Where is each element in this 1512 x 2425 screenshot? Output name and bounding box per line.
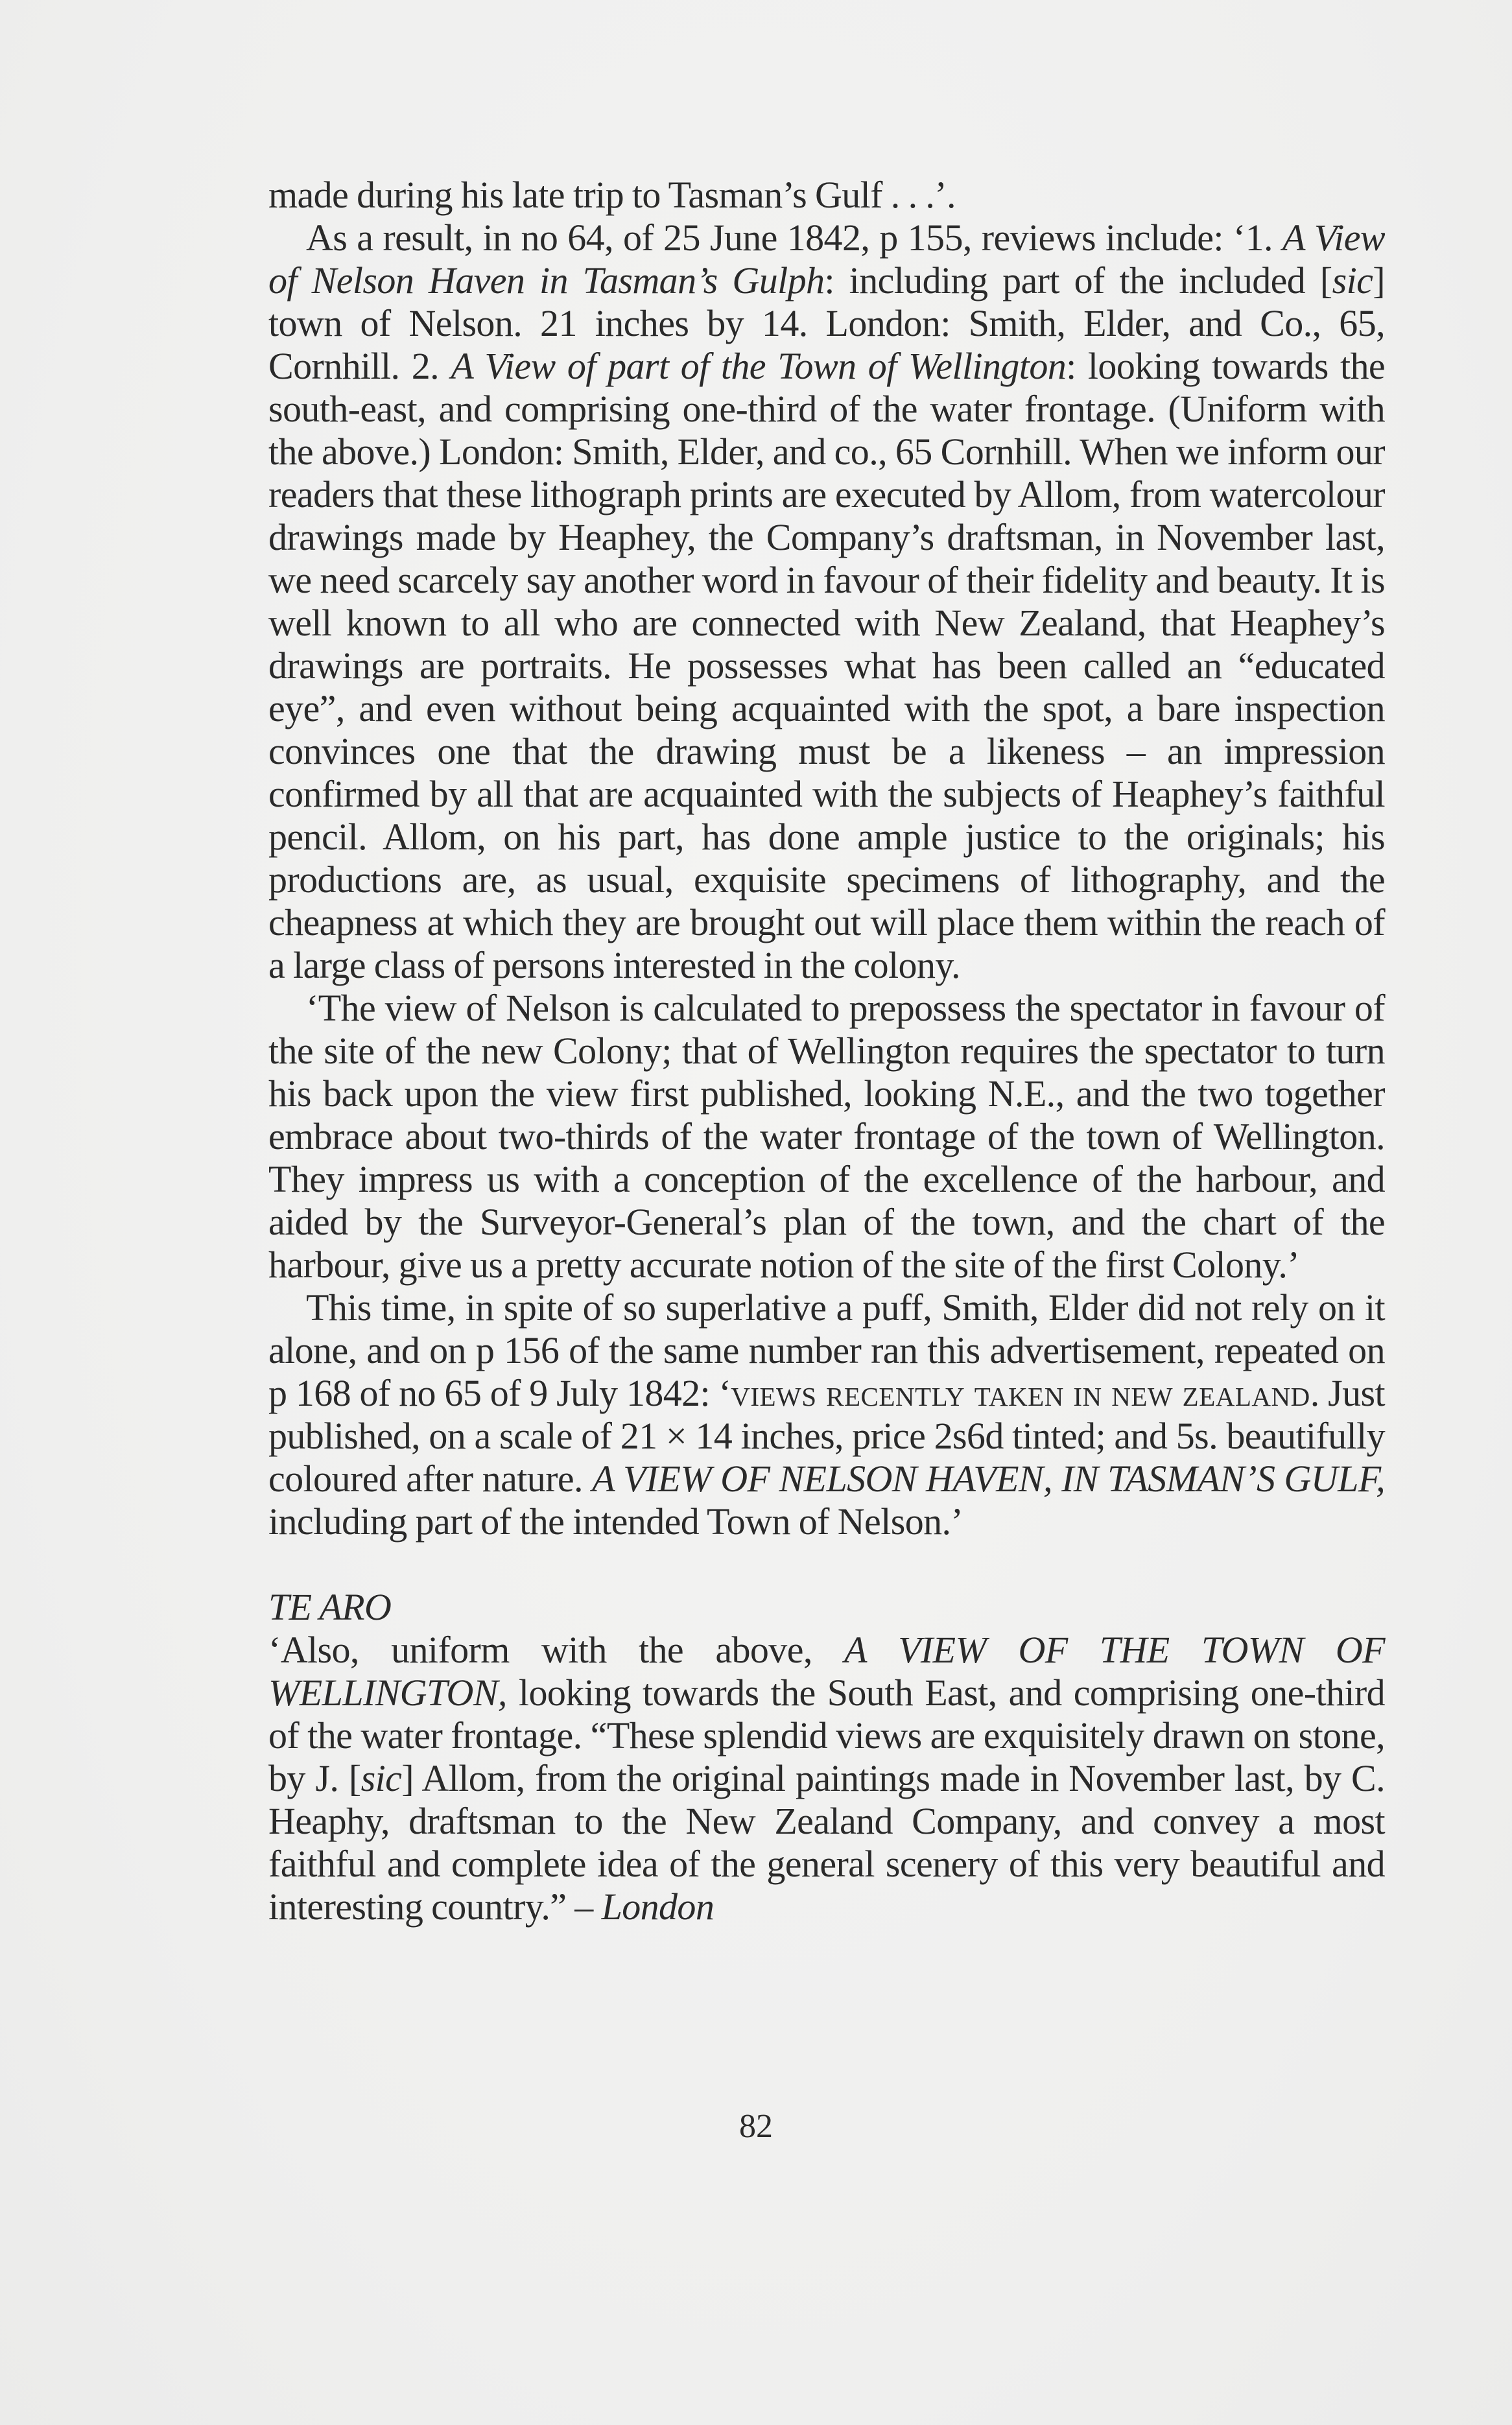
section-paragraphs [268,1629,1385,1928]
small-caps-text: views recently taken in new zealand [731,1372,1310,1414]
italic-text: A View of part of the Town of Wellington [451,345,1067,387]
paragraph [268,1629,1385,1928]
text-run: ] Allom, from the original paintings made in November last, by C. Heaphy, draftsman to the New Zealand Company, and convey a most faithful and complete idea of the general scenery of this very beautiful and interesting country.” – [268,1757,1385,1928]
page-number: 82 [739,2108,773,2145]
text-run: ‘Also, uniform with the above, [268,1629,845,1671]
text-run: ] town of Nelson. 21 inches by 14. London: Smith, Elder, and Co., 65, Cornhill. 2. [268,259,1385,387]
text-run: As a result, in no 64, of 25 June 1842, p 155, reviews include: ‘1. [306,217,1282,259]
italic-text: A VIEW OF THE TOWN OF WELLINGTON, [268,1629,1385,1714]
text-run: including part of the intended Town of Nelson.’ [268,1500,963,1543]
italic-text: sic [1332,259,1373,302]
body-text [268,174,1385,1928]
text-run: ‘The view of Nelson is calculated to prepossess the spectator in favour of the site of the new Colony; that of Wellington requires the spectator to turn his back upon the view first published, looking N.E., and the two together embrace about two-thirds of the water frontage of the town of Wellington. They impress us with a conception of the excellence of the harbour, and aided by the Surveyor-General’s plan of the town, and the chart of the harbour, give us a pretty accurate notion of the site of the first Colony.’ [268,987,1385,1286]
text-run: : including part of the included [ [824,259,1332,302]
paragraph [268,174,1385,217]
italic-text: sic [360,1757,402,1799]
text-run: . Just published, on a scale of 21 × 14 inches, price 2s6d tinted; and 5s. beautifully coloured after nature. [268,1372,1385,1500]
paragraph [268,987,1385,1286]
text-run: : looking towards the south-east, and comprising one-third of the water frontage. (Uniform with the above.) London: Smith, Elder, and co., 65 Cornhill. When we inform our readers that these lithograph prints are executed by Allom, from watercolour drawings made by Heaphey, the Company’s draftsman, in November last, we need scarcely say another word in favour of their fidelity and beauty. It is well known to all who are connected with New Zealand, that Heaphey’s drawings are portraits. He possesses what has been called an “educated eye”, and even without being acquainted with the spot, a bare inspection convinces one that the drawing must be a likeness – an impression confirmed by all that are acquainted with the subjects of Heaphey’s faithful pencil. Allom, on his part, has done ample justice to the originals; his productions are, as usual, exquisite specimens of lithography, and the cheapness at which they are brought out will place them within the reach of a large class of persons interested in the colony. [268,345,1386,986]
italic-text: London [601,1886,715,1928]
text-run: made during his late trip to Tasman’s Gulf . . .’. [268,174,956,216]
text-run: This time, in spite of so superlative a puff, Smith, Elder did not rely on it alone, and on p 156 of the same number ran this advertisement, repeated on p 168 of no 65 of 9 July 1842: ‘ [268,1286,1385,1414]
section-heading: TE ARO [268,1586,392,1628]
paragraph [268,217,1385,987]
italic-text: A VIEW OF NELSON HAVEN, IN TASMAN’S GULF, [592,1458,1385,1500]
paragraph [268,1286,1385,1543]
main-paragraphs [268,174,1385,1543]
text-run: looking towards the South East, and comprising one-third of the water frontage. “These splendid views are exquisitely drawn on stone, by J. [ [268,1672,1385,1799]
italic-text: A View of Nelson Haven in Tasman’s Gulph [268,217,1385,302]
